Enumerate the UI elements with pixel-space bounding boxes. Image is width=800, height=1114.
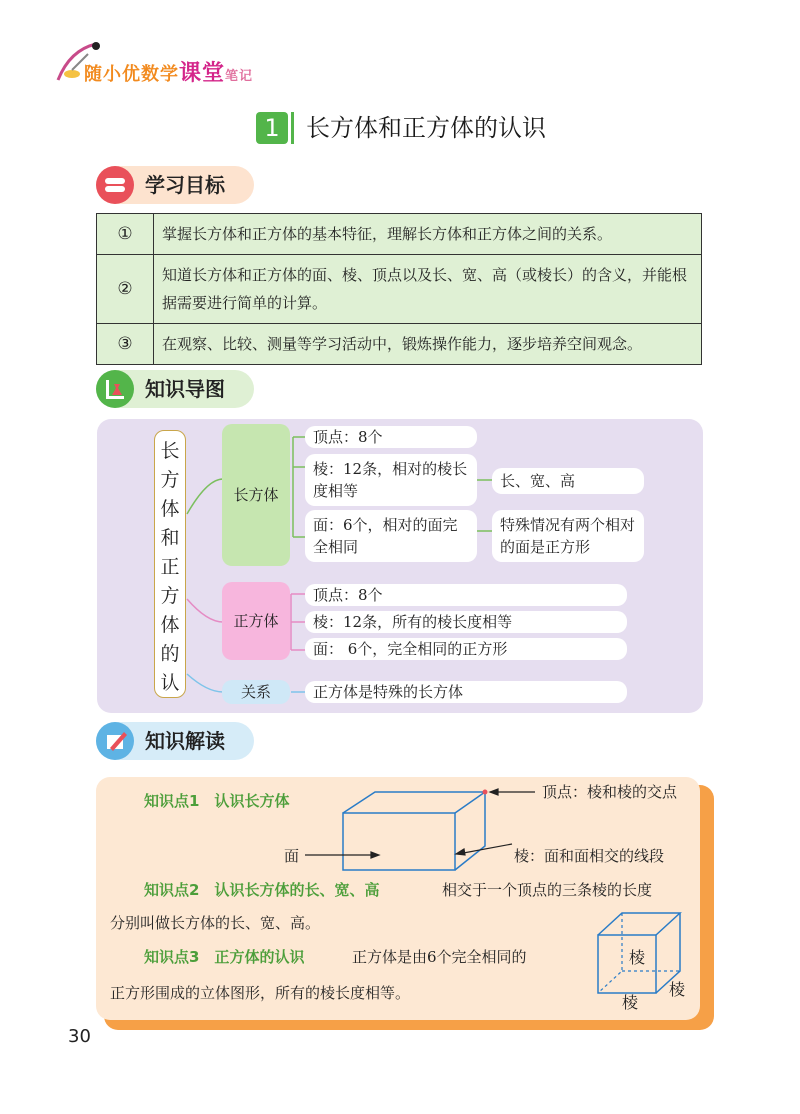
page-number: 30 xyxy=(68,1026,91,1047)
goal-number: ③ xyxy=(97,324,154,365)
knowledge-point-3-title: 知识点3 正方体的认识 xyxy=(144,948,305,966)
knowledge-point-3-text-b: 正方形围成的立体图形，所有的棱长度相等。 xyxy=(110,984,411,1002)
knowledge-point-2-text-a: 相交于一个顶点的三条棱的长度 xyxy=(442,881,653,899)
section-title-map: 知识导图 xyxy=(145,377,225,401)
node-cube: 正方体 xyxy=(222,582,290,660)
book-icon xyxy=(96,166,134,204)
lesson-number-bar xyxy=(291,112,294,144)
face-label: 面 xyxy=(284,847,300,865)
section-title-goals: 学习目标 xyxy=(145,173,225,197)
node-cuboid: 长方体 xyxy=(222,424,290,566)
header-logo-text: 随小优数学课堂笔记 xyxy=(84,61,254,86)
leaf-cube-vertex: 顶点：8个 xyxy=(305,584,627,606)
vertex-label: 顶点：棱和棱的交点 xyxy=(542,783,678,801)
knowledge-point-2-text-b: 分别叫做长方体的长、宽、高。 xyxy=(110,914,321,932)
cube-edge-label-b: 棱 xyxy=(622,993,639,1012)
leaf-cuboid-face-sub: 特殊情况有两个相对的面是正方形 xyxy=(492,510,644,562)
lesson-number: 1 xyxy=(256,112,288,144)
knowledge-point-1-title: 知识点1 认识长方体 xyxy=(144,792,290,810)
goal-text: 知道长方体和正方体的面、棱、顶点以及长、宽、高（或棱长）的含义，并能根据需要进行简单的计算。 xyxy=(154,255,702,324)
cube-edge-label-c: 棱 xyxy=(669,980,686,999)
table-row xyxy=(97,255,702,324)
edge-label: 棱：面和面相交的线段 xyxy=(514,847,665,865)
leaf-cuboid-face: 面：6个，相对的面完全相同 xyxy=(305,510,477,562)
flask-icon xyxy=(96,370,134,408)
table-row xyxy=(97,214,702,255)
section-title-reading: 知识解读 xyxy=(145,729,225,753)
leaf-cube-edge: 棱：12条，所有的棱长度相等 xyxy=(305,611,627,633)
leaf-cuboid-edge-sub: 长、宽、高 xyxy=(492,468,644,494)
node-relation: 关系 xyxy=(222,680,290,704)
page-title: 长方体和正方体的认识 xyxy=(306,114,546,142)
leaf-cuboid-vertex: 顶点：8个 xyxy=(305,426,477,448)
goal-number: ② xyxy=(97,255,154,324)
knowledge-point-2-title: 知识点2 认识长方体的长、宽、高 xyxy=(144,881,380,899)
pencil-icon xyxy=(96,722,134,760)
goal-text: 掌握长方体和正方体的基本特征，理解长方体和正方体之间的关系。 xyxy=(154,214,702,255)
goals-table xyxy=(96,213,702,365)
leaf-relation: 正方体是特殊的长方体 xyxy=(305,681,627,703)
cube-edge-label-a: 棱 xyxy=(629,948,646,967)
table-row xyxy=(97,324,702,365)
goal-text: 在观察、比较、测量等学习活动中，锻炼操作能力，逐步培养空间观念。 xyxy=(154,324,702,365)
leaf-cube-face: 面： 6个，完全相同的正方形 xyxy=(305,638,627,660)
mind-map-root: 长 方 体 和 正 方 体 的 认 xyxy=(154,430,186,698)
leaf-cuboid-edge: 棱：12条，相对的棱长度相等 xyxy=(305,454,477,506)
knowledge-point-3-text-a: 正方体是由6个完全相同的 xyxy=(352,948,527,966)
goal-number: ① xyxy=(97,214,154,255)
